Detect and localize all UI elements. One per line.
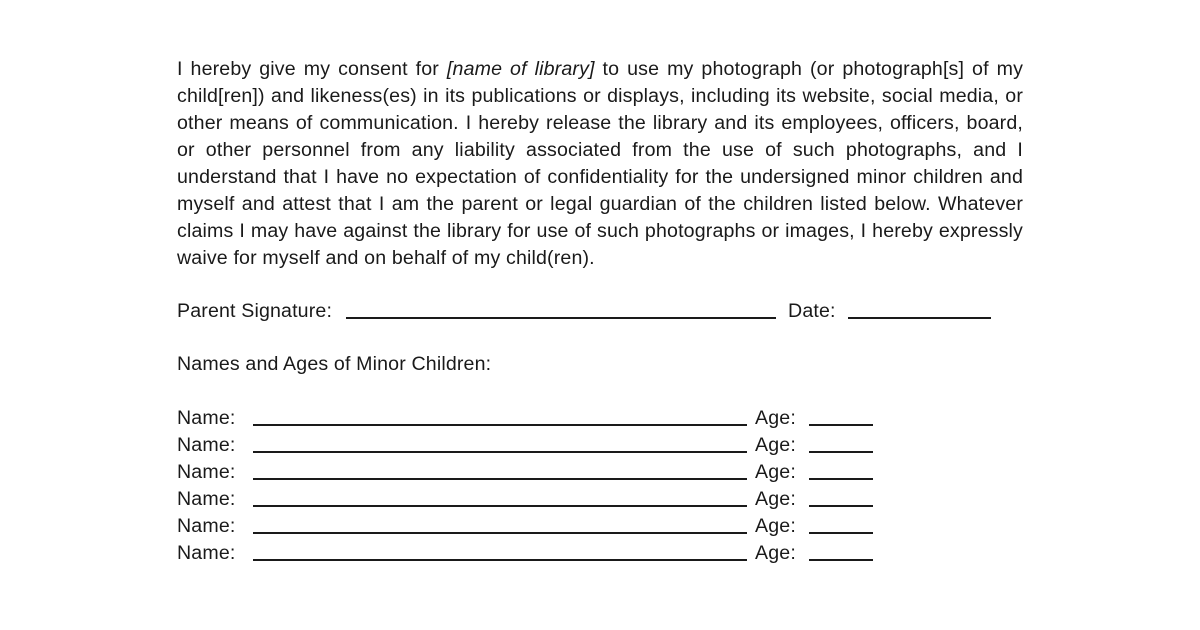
- child-age-line[interactable]: [809, 451, 873, 453]
- child-row: [177, 486, 1023, 513]
- child-age-label: Age:: [755, 434, 796, 456]
- consent-text-part2: to use my photograph (or photograph[s] of my child[ren]) and likeness(es) in its publications or displays, including its website, social media, or other means of communication. I hereby release the library and its employees, officers, board, or other personnel from any liability associated from the use of such photographs, and I understand that I have no expectation of confidentiality for the undersigned minor children and myself and attest that I am the parent or legal guardian of the children listed below. Whatever claims I may have against the library for use of such photographs or images, I hereby expressly waive for myself and on behalf of my child(ren).: [177, 58, 1024, 269]
- parent-signature-line[interactable]: [346, 317, 776, 319]
- consent-paragraph: [177, 56, 1023, 272]
- child-row: [177, 432, 1023, 459]
- child-age-label: Age:: [755, 542, 796, 564]
- child-row: [177, 405, 1023, 432]
- child-row: [177, 513, 1023, 540]
- child-age-line[interactable]: [809, 559, 873, 561]
- child-name-line[interactable]: [253, 424, 747, 426]
- child-row: [177, 459, 1023, 486]
- child-age-label: Age:: [755, 515, 796, 537]
- child-name-label: Name:: [177, 434, 236, 456]
- child-name-line[interactable]: [253, 451, 747, 453]
- child-age-line[interactable]: [809, 424, 873, 426]
- child-name-label: Name:: [177, 542, 236, 564]
- child-name-label: Name:: [177, 461, 236, 483]
- child-name-label: Name:: [177, 515, 236, 537]
- date-label: Date:: [788, 300, 836, 322]
- parent-signature-label: Parent Signature:: [177, 300, 333, 322]
- child-name-line[interactable]: [253, 532, 747, 534]
- child-age-label: Age:: [755, 488, 796, 510]
- child-name-line[interactable]: [253, 505, 747, 507]
- signature-row: [177, 298, 1023, 325]
- child-name-label: Name:: [177, 488, 236, 510]
- child-age-line[interactable]: [809, 478, 873, 480]
- child-age-label: Age:: [755, 407, 796, 429]
- consent-form: [177, 56, 1023, 567]
- children-list: [177, 405, 1023, 567]
- child-age-label: Age:: [755, 461, 796, 483]
- child-row: [177, 540, 1023, 567]
- date-line[interactable]: [848, 317, 991, 319]
- child-name-label: Name:: [177, 407, 236, 429]
- child-name-line[interactable]: [253, 478, 747, 480]
- child-name-line[interactable]: [253, 559, 747, 561]
- child-age-line[interactable]: [809, 532, 873, 534]
- library-name-placeholder: [name of library]: [446, 58, 595, 80]
- child-age-line[interactable]: [809, 505, 873, 507]
- children-heading: Names and Ages of Minor Children:: [177, 353, 492, 375]
- consent-text-part1: I hereby give my consent for: [177, 58, 447, 80]
